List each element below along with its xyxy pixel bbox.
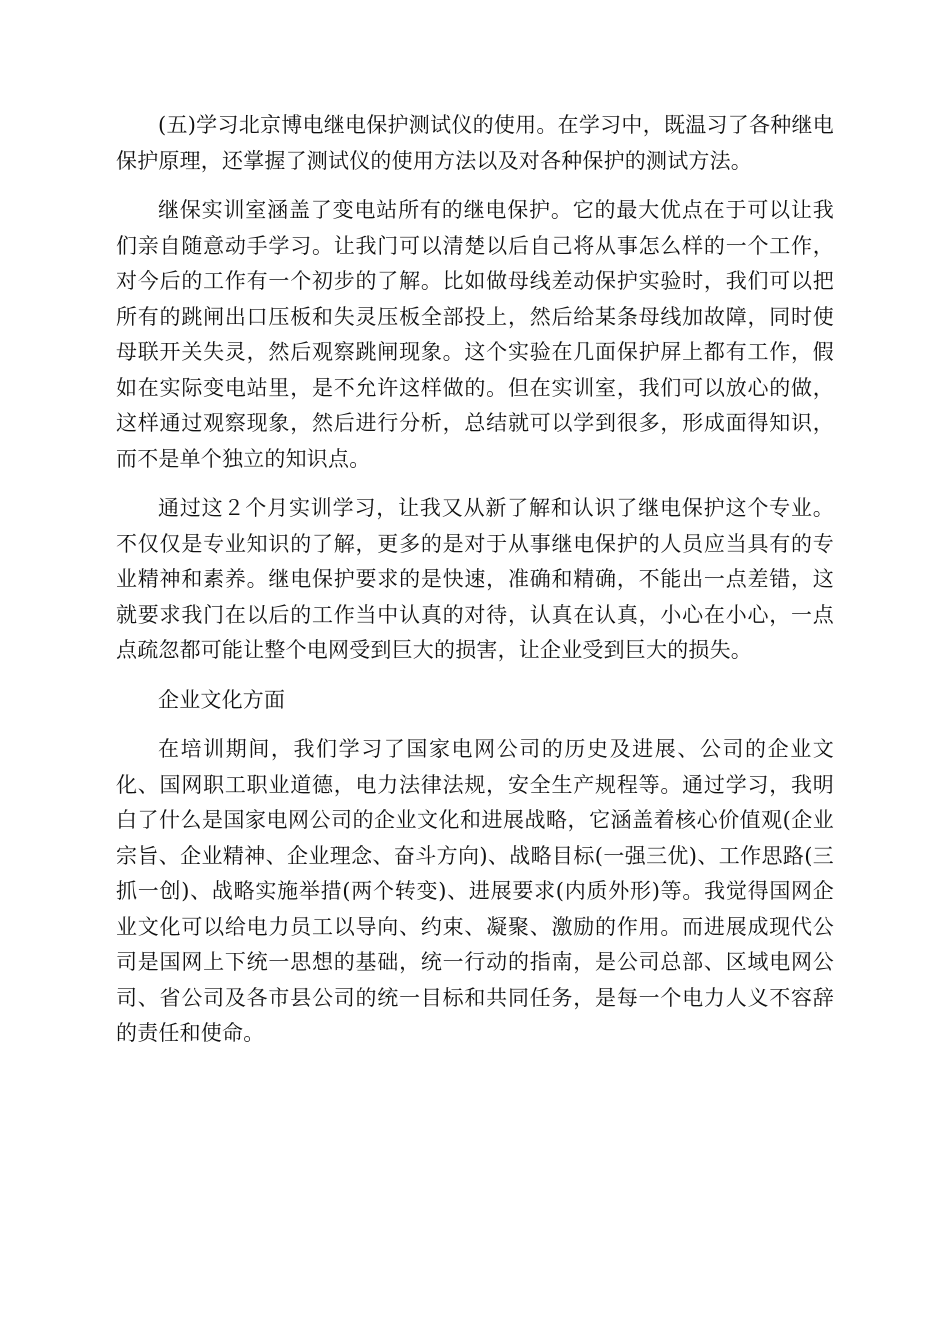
section-heading-corporate-culture: 企业文化方面	[158, 687, 286, 712]
paragraph-training-room: 继保实训室涵盖了变电站所有的继电保护。它的最大优点在于可以让我们亲自随意动手学习。让我门可以清楚以后自己将从事怎么样的一个工作，对今后的工作有一个初步的了解。比如做母线差动保护实验时，我们可以把所有的跳闸出口压板和失灵压板全部投上，然后给某条母线加故障，同时使母联开关失灵，然后观察跳闸现象。这个实验在几面保护屏上都有工作，假如在实际变电站里，是不允许这样做的。但在实训室，我们可以放心的做，这样通过观察现象，然后进行分析，总结就可以学到很多，形成面得知识，而不是单个独立的知识点。	[116, 198, 834, 471]
document-body	[116, 108, 834, 1066]
paragraph-tester-study: (五)学习北京博电继电保护测试仪的使用。在学习中，既温习了各种继电保护原理，还掌握了测试仪的使用方法以及对各种保护的测试方法。	[116, 113, 834, 173]
paragraph-two-month-summary: 通过这２个月实训学习，让我又从新了解和认识了继电保护这个专业。不仅仅是专业知识的了解，更多的是对于从事继电保护的人员应当具有的专业精神和素养。继电保护要求的是快速，准确和精确，不能出一点差错，这就要求我门在以后的工作当中认真的对待，认真在认真，小心在小心，一点点疏忽都可能让整个电网受到巨大的损害，让企业受到巨大的损失。	[116, 496, 834, 662]
paragraph-corporate-culture: 在培训期间，我们学习了国家电网公司的历史及进展、公司的企业文化、国网职工职业道德，电力法律法规，安全生产规程等。通过学习，我明白了什么是国家电网公司的企业文化和进展战略，它涵盖着核心价值观(企业宗旨、企业精神、企业理念、奋斗方向)、战略目标(一强三优)、工作思路(三抓一创)、战略实施举措(两个转变)、进展要求(内质外形)等。我觉得国网企业文化可以给电力员工以导向、约束、凝聚、激励的作用。而进展成现代公司是国网上下统一思想的基础，统一行动的指南，是公司总部、区域电网公司、省公司及各市县公司的统一目标和共同任务，是每一个电力人义不容辞的责任和使命。	[116, 737, 834, 1045]
